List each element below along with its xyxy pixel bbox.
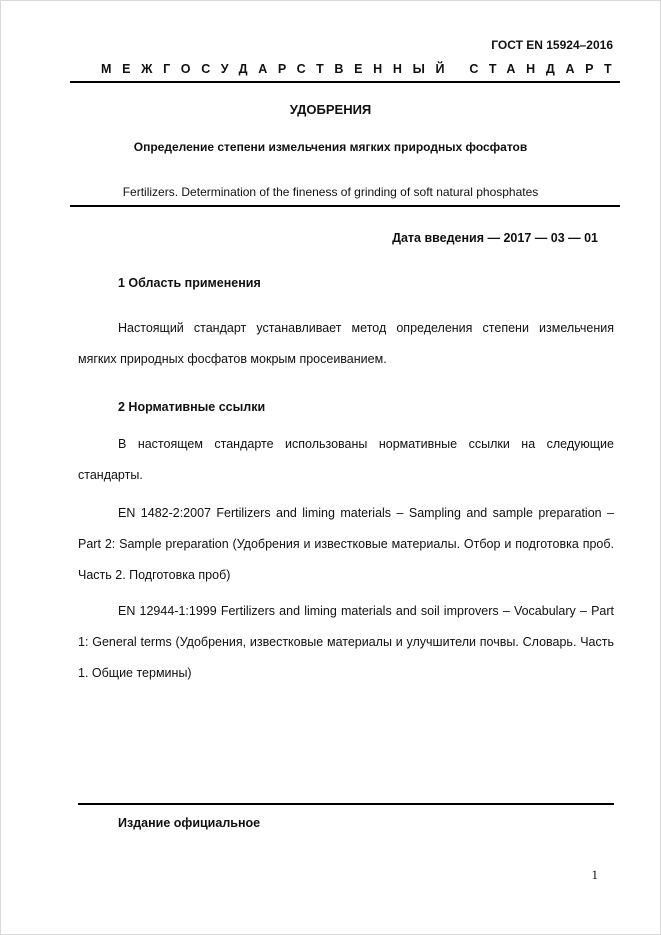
- introduction-date: Дата введения — 2017 — 03 — 01: [392, 231, 598, 245]
- header-rule: [70, 81, 620, 83]
- page-number: 1: [591, 867, 598, 882]
- section-heading-scope: 1 Область применения: [118, 276, 261, 290]
- document-title: УДОБРЕНИЯ: [289, 102, 372, 117]
- paragraph-reference-en1482: EN 1482-2:2007 Fertilizers and liming materials – Sampling and sample preparation – Part 2: Sample preparation (Удобрения и известковые материалы. Отбор и подготовка проб. Часть 2. Подготовка проб): [78, 506, 614, 582]
- paragraph-scope: Настоящий стандарт устанавливает метод определения степени измельчения мягких природных фосфатов мокрым просеиванием.: [78, 321, 614, 366]
- title-rule: [70, 205, 620, 207]
- official-edition-label: Издание официальное: [118, 816, 261, 830]
- footer-rule: [78, 803, 614, 805]
- paragraph-reference-en12944: EN 12944-1:1999 Fertilizers and liming materials and soil improvers – Vocabulary – Part 1: General terms (Удобрения, известковые материалы и улучшители почвы. Словарь. Часть 1. Общие термины): [78, 604, 614, 680]
- interstate-standard-label: МЕЖГОСУДАРСТВЕННЫЙ СТАНДАРТ: [101, 62, 623, 76]
- document-subtitle-ru: Определение степени измельчения мягких природных фосфатов: [133, 140, 528, 154]
- paragraph-references-intro: В настоящем стандарте использованы нормативные ссылки на следующие стандарты.: [78, 437, 614, 482]
- section-heading-references: 2 Нормативные ссылки: [118, 400, 266, 414]
- document-subtitle-en: Fertilizers. Determination of the fineness of grinding of soft natural phosphates: [122, 185, 539, 199]
- document-number: ГОСТ EN 15924–2016: [491, 38, 613, 52]
